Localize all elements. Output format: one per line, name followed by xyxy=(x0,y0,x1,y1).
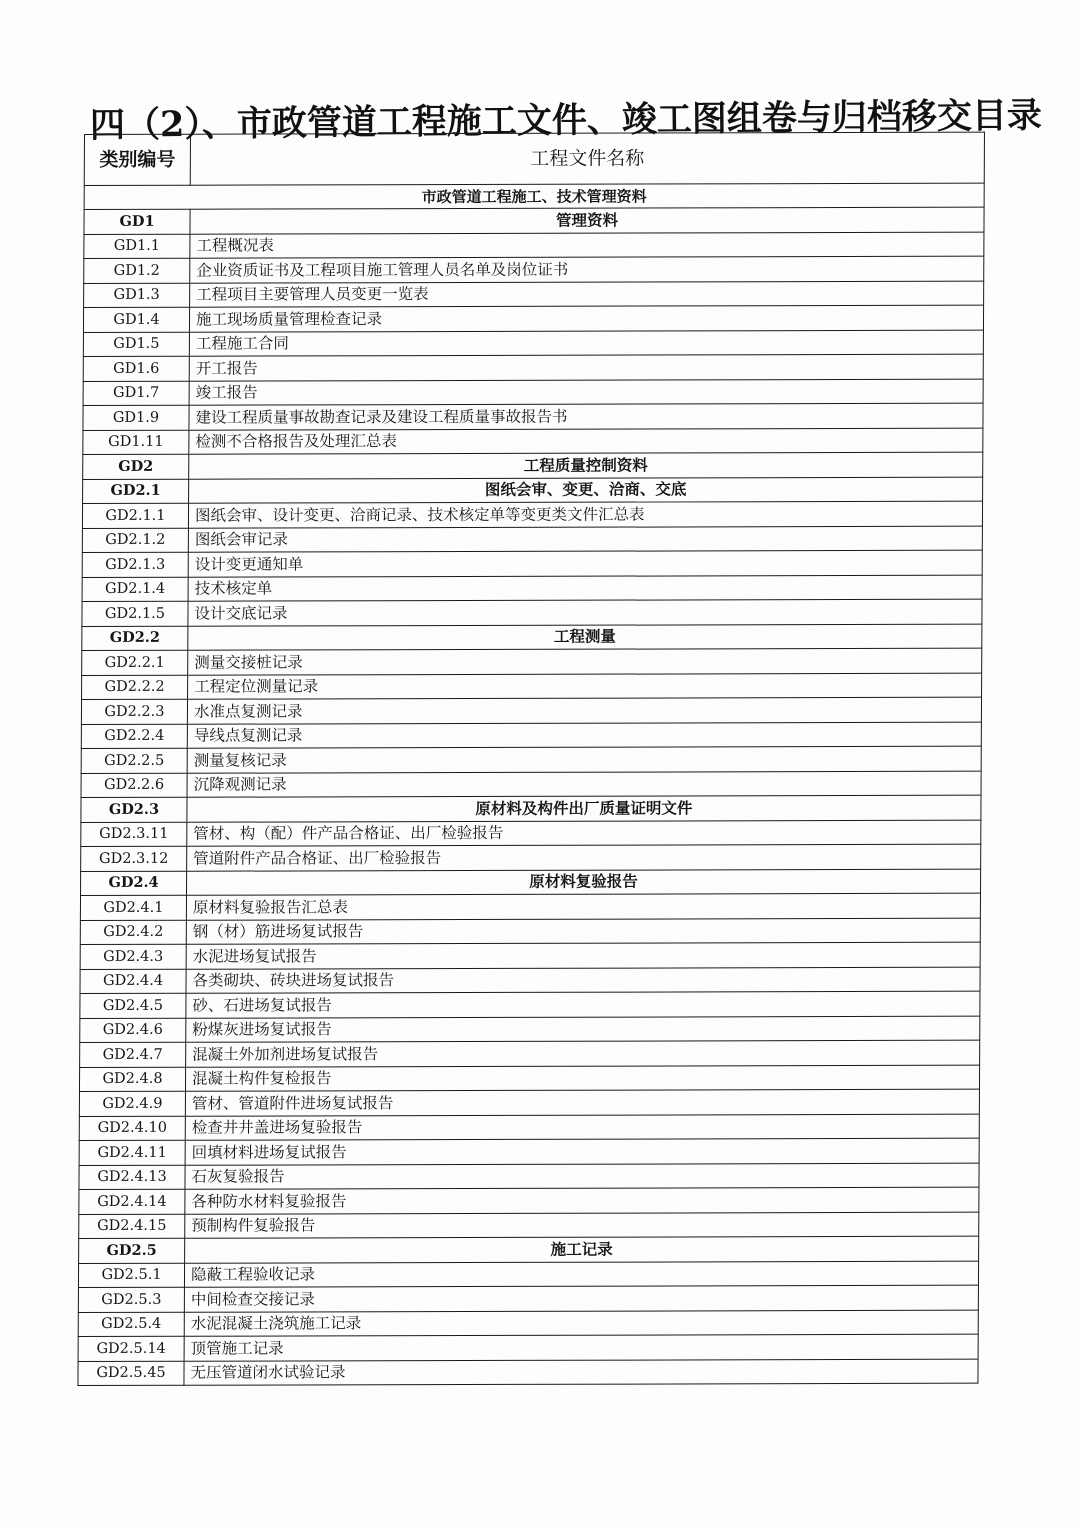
table-row xyxy=(80,991,980,1018)
row-name: 水泥进场复试报告 xyxy=(186,942,980,969)
table-row xyxy=(83,354,983,381)
row-code: GD2.5.4 xyxy=(78,1312,184,1337)
row-code: GD1.6 xyxy=(83,356,189,381)
row-name: 施工现场质量管理检查记录 xyxy=(189,305,983,332)
row-name: 沉降观测记录 xyxy=(187,771,981,798)
row-code: GD2.4.14 xyxy=(79,1189,185,1214)
row-name: 石灰复验报告 xyxy=(185,1163,979,1190)
table-row xyxy=(79,1187,979,1214)
row-code: GD1.5 xyxy=(83,332,189,357)
group-row xyxy=(83,452,983,479)
table-row xyxy=(79,1138,979,1165)
table-row xyxy=(81,722,981,749)
row-code: GD2.4.10 xyxy=(79,1116,185,1141)
table-row xyxy=(79,1212,979,1239)
table-row xyxy=(78,1334,978,1361)
row-code: GD2.5.1 xyxy=(78,1263,184,1288)
row-code: GD2.2.1 xyxy=(82,650,188,675)
catalog-table xyxy=(77,132,985,1386)
table-row xyxy=(79,1089,979,1116)
table-header-row xyxy=(84,132,984,185)
table-row xyxy=(78,1310,978,1337)
row-code: GD2.4.2 xyxy=(80,920,186,945)
table-row xyxy=(82,648,982,675)
row-code: GD2.5.3 xyxy=(78,1287,184,1312)
row-name: 水准点复测记录 xyxy=(187,697,981,724)
row-code: GD1.2 xyxy=(84,258,190,283)
row-name: 无压管道闭水试验记录 xyxy=(184,1359,978,1386)
row-name: 图纸会审、变更、洽商、交底 xyxy=(189,477,983,504)
row-name: 管理资料 xyxy=(190,207,984,234)
table-row xyxy=(80,1016,980,1043)
row-name: 工程项目主要管理人员变更一览表 xyxy=(190,281,984,308)
table-row xyxy=(83,330,983,357)
row-name: 工程定位测量记录 xyxy=(188,673,982,700)
row-name: 图纸会审、设计变更、洽商记录、技术核定单等变更类文件汇总表 xyxy=(188,501,982,528)
row-code: GD1.9 xyxy=(83,405,189,430)
table-row xyxy=(83,428,983,455)
row-name: 混凝土构件复检报告 xyxy=(185,1065,979,1092)
row-code: GD2.4.5 xyxy=(80,993,186,1018)
table-row xyxy=(82,575,982,602)
row-name: 工程施工合同 xyxy=(189,330,983,357)
table-row xyxy=(81,697,981,724)
group-row xyxy=(79,1236,979,1263)
table-row xyxy=(80,918,980,945)
row-code: GD2.3 xyxy=(81,797,187,822)
row-name: 粉煤灰进场复试报告 xyxy=(186,1016,980,1043)
header-name: 工程文件名称 xyxy=(190,132,984,185)
row-name: 原材料及构件出厂质量证明文件 xyxy=(187,795,981,822)
row-code: GD2.1.5 xyxy=(82,601,188,626)
row-name: 砂、石进场复试报告 xyxy=(186,991,980,1018)
table-row xyxy=(80,967,980,994)
row-code: GD2.5.45 xyxy=(78,1361,184,1386)
table-row xyxy=(78,1285,978,1312)
row-code: GD2.4.13 xyxy=(79,1165,185,1190)
row-name: 原材料复验报告 xyxy=(187,869,981,896)
row-name: 测量复核记录 xyxy=(187,746,981,773)
row-name: 图纸会审记录 xyxy=(188,526,982,553)
row-code: GD2.1.3 xyxy=(82,552,188,577)
row-code: GD1.7 xyxy=(83,381,189,406)
row-code: GD2.2.5 xyxy=(81,748,187,773)
group-row xyxy=(84,207,984,234)
row-code: GD2.1.4 xyxy=(82,577,188,602)
row-code: GD2.4.4 xyxy=(80,969,186,994)
table-row xyxy=(79,1065,979,1092)
row-name: 技术核定单 xyxy=(188,575,982,602)
row-name: 工程质量控制资料 xyxy=(189,452,983,479)
group-row xyxy=(81,795,981,822)
table-row xyxy=(78,1261,978,1288)
row-code: GD2.4.7 xyxy=(80,1042,186,1067)
row-code: GD2.5 xyxy=(79,1238,185,1263)
table-row xyxy=(81,844,981,871)
row-code: GD2.2 xyxy=(82,626,188,651)
row-code: GD2.4.3 xyxy=(80,944,186,969)
row-name: 管道附件产品合格证、出厂检验报告 xyxy=(187,844,981,871)
row-name: 企业资质证书及工程项目施工管理人员名单及岗位证书 xyxy=(190,256,984,283)
group-row xyxy=(81,869,981,896)
row-code: GD2.3.11 xyxy=(81,822,187,847)
row-code: GD2.3.12 xyxy=(81,846,187,871)
row-name: 回填材料进场复试报告 xyxy=(185,1138,979,1165)
row-name: 预制构件复验报告 xyxy=(185,1212,979,1239)
table-row xyxy=(83,379,983,406)
catalog-table-wrapper xyxy=(77,132,984,1386)
row-code: GD2.4.6 xyxy=(80,1018,186,1043)
row-code: GD2.2.4 xyxy=(81,724,187,749)
row-code: GD1.3 xyxy=(84,283,190,308)
row-code: GD2.5.14 xyxy=(78,1336,184,1361)
row-name: 混凝土外加剂进场复试报告 xyxy=(186,1040,980,1067)
row-name: 建设工程质量事故勘查记录及建设工程质量事故报告书 xyxy=(189,403,983,430)
row-name: 测量交接桩记录 xyxy=(188,648,982,675)
table-row xyxy=(81,771,981,798)
header-code: 类别编号 xyxy=(84,134,190,185)
row-name: 开工报告 xyxy=(189,354,983,381)
table-row xyxy=(84,281,984,308)
row-name: 顶管施工记录 xyxy=(184,1334,978,1361)
row-code: GD2.2.3 xyxy=(81,699,187,724)
row-code: GD2.4.15 xyxy=(79,1214,185,1239)
row-code: GD1.1 xyxy=(84,234,190,259)
group-row xyxy=(83,477,983,504)
row-code: GD1.11 xyxy=(83,430,189,455)
row-name: 中间检查交接记录 xyxy=(184,1285,978,1312)
row-code: GD1 xyxy=(84,209,190,234)
row-code: GD2.4.11 xyxy=(79,1140,185,1165)
table-row xyxy=(80,1040,980,1067)
row-code: GD2.1 xyxy=(83,479,189,504)
row-code: GD1.4 xyxy=(83,307,189,332)
row-name: 各类砌块、砖块进场复试报告 xyxy=(186,967,980,994)
table-row xyxy=(79,1114,979,1141)
row-code: GD2 xyxy=(83,454,189,479)
table-row xyxy=(81,820,981,847)
row-code: GD2.4.9 xyxy=(79,1091,185,1116)
table-row xyxy=(83,403,983,430)
table-row xyxy=(80,942,980,969)
table-row xyxy=(82,526,982,553)
row-name: 管材、管道附件进场复试报告 xyxy=(185,1089,979,1116)
row-code: GD2.4.8 xyxy=(79,1067,185,1092)
row-name: 原材料复验报告汇总表 xyxy=(186,893,980,920)
row-name: 检测不合格报告及处理汇总表 xyxy=(189,428,983,455)
table-row xyxy=(80,893,980,920)
table-row xyxy=(82,501,982,528)
row-name: 施工记录 xyxy=(185,1236,979,1263)
row-name: 管材、构（配）件产品合格证、出厂检验报告 xyxy=(187,820,981,847)
row-name: 隐蔽工程验收记录 xyxy=(184,1261,978,1288)
row-name: 设计交底记录 xyxy=(188,599,982,626)
row-name: 设计变更通知单 xyxy=(188,550,982,577)
row-name: 工程概况表 xyxy=(190,232,984,259)
table-row xyxy=(82,599,982,626)
row-code: GD2.2.6 xyxy=(81,773,187,798)
row-name: 钢（材）筋进场复试报告 xyxy=(186,918,980,945)
row-name: 竣工报告 xyxy=(189,379,983,406)
row-code: GD2.4 xyxy=(81,871,187,896)
row-name: 导线点复测记录 xyxy=(187,722,981,749)
row-name: 水泥混凝土浇筑施工记录 xyxy=(184,1310,978,1337)
row-name: 工程测量 xyxy=(188,624,982,651)
row-name: 检查井井盖进场复验报告 xyxy=(185,1114,979,1141)
group-row xyxy=(82,624,982,651)
table-row xyxy=(84,256,984,283)
row-code: GD2.4.1 xyxy=(80,895,186,920)
table-row xyxy=(79,1163,979,1190)
row-code: GD2.1.1 xyxy=(82,503,188,528)
row-code: GD2.2.2 xyxy=(82,675,188,700)
section-title: 市政管道工程施工、技术管理资料 xyxy=(84,183,984,209)
page-title: 四（2）、市政管道工程施工文件、竣工图组卷与归档移交目录 xyxy=(89,95,1043,146)
table-row xyxy=(82,673,982,700)
table-row xyxy=(83,305,983,332)
table-row xyxy=(84,232,984,259)
table-row xyxy=(82,550,982,577)
section-row xyxy=(84,183,984,209)
row-name: 各种防水材料复验报告 xyxy=(185,1187,979,1214)
table-row xyxy=(81,746,981,773)
table-row xyxy=(78,1359,978,1386)
row-code: GD2.1.2 xyxy=(82,528,188,553)
